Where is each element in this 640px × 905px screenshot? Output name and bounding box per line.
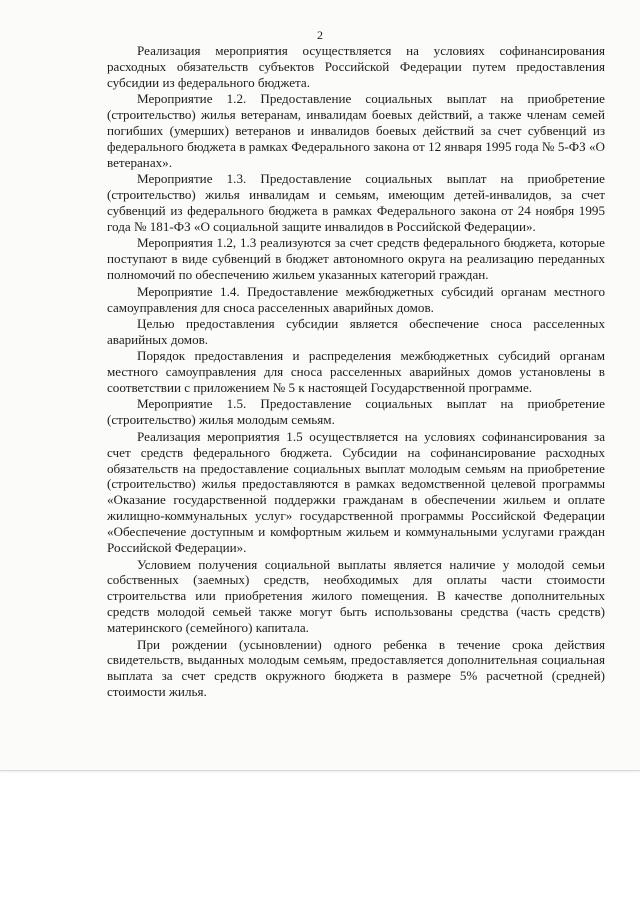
paragraph-3: Мероприятие 1.3. Предоставление социальных выплат на приобретение (строительство) жилья инвалидам и семьям, имеющим детей-инвалидов, за счет субвенций из федерального бюджета в рамках Федерального закона от 24 ноября 1995 года № 181-ФЗ «О социальной защите инвалидов в Российской Федерации». <box>107 171 605 234</box>
paragraph-6: Целью предоставления субсидии является обеспечение сноса расселенных аварийных домов. <box>107 315 605 347</box>
page-number: 2 <box>317 28 323 42</box>
paragraph-4: Мероприятия 1.2, 1.3 реализуются за счет средств федерального бюджета, которые поступают в виде субвенций в бюджет автономного округа на реализацию переданных полномочий по обеспечению жильем указанных категорий граждан. <box>107 235 605 283</box>
paragraph-5: Мероприятие 1.4. Предоставление межбюджетных субсидий органам местного самоуправления для сноса расселенных аварийных домов. <box>107 283 605 315</box>
paragraph-8: Мероприятие 1.5. Предоставление социальных выплат на приобретение (строительство) жилья молодым семьям. <box>107 396 605 428</box>
paragraph-2: Мероприятие 1.2. Предоставление социальных выплат на приобретение (строительство) жилья ветеранам, инвалидам боевых действий, а также членам семей погибших (умерших) ветеранов и инвалидов боевых действий за счет субвенций из федерального бюджета в рамках Федерального закона от 12 января 1995 года № 5-ФЗ «О ветеранах». <box>107 91 605 170</box>
paragraph-9: Реализация мероприятия 1.5 осуществляется на условиях софинансирования за счет средств федерального бюджета. Субсидии на софинансирование расходных обязательств на предоставление социальных выплат молодым семьям на приобретение (строительство) жилья предоставляются в рамках ведомственной целевой программы «Оказание государственной поддержки гражданам в обеспечении жильем и оплате жилищно-коммунальных услуг» государственной программы Российской Федерации «Обеспечение доступным и комфортным жильем и коммунальными услугами граждан Российской Федерации». <box>107 428 605 556</box>
document-body <box>107 43 605 701</box>
paragraph-11: При рождении (усыновлении) одного ребенка в течение срока действия свидетельств, выданных молодым семьям, предоставляется дополнительная социальная выплата за счет средств окружного бюджета в размере 5% расчетной (средней) стоимости жилья. <box>107 636 605 700</box>
paragraph-10: Условием получения социальной выплаты является наличие у молодой семьи собственных (заемных) средств, необходимых для оплаты части стоимости строительства или приобретения жилого помещения. В качестве дополнительных средств молодой семьей также могут быть использованы средства (часть средств) материнского (семейного) капитала. <box>107 556 605 636</box>
paragraph-7: Порядок предоставления и распределения межбюджетных субсидий органам местного самоуправления для сноса расселенных аварийных домов установлены в соответствии с приложением № 5 к настоящей Государственной программе. <box>107 348 605 396</box>
paragraph-1: Реализация мероприятия осуществляется на условиях софинансирования расходных обязательств субъектов Российской Федерации путем предоставления субсидии из федерального бюджета. <box>107 43 605 90</box>
